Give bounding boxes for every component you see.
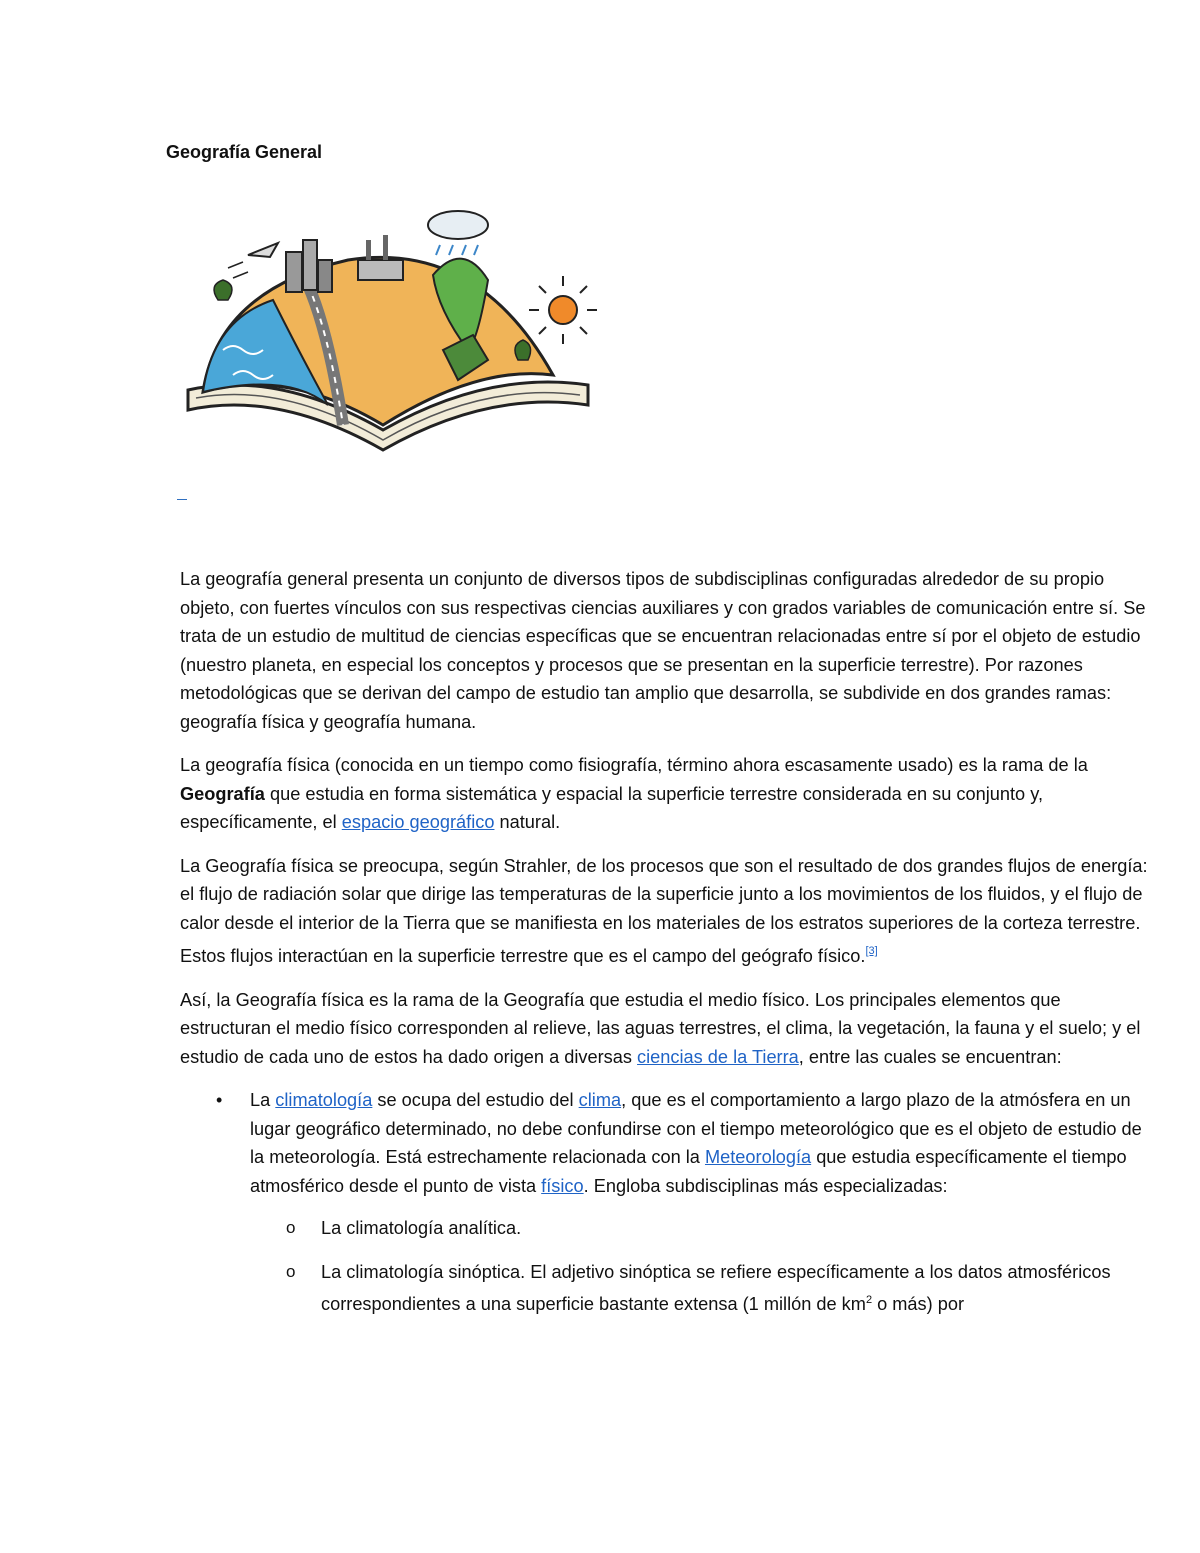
link-climatologia[interactable]: climatología <box>275 1090 373 1110</box>
sub-list <box>250 1214 1155 1319</box>
text-segment: , que es el comportamiento a largo plazo de la atmósfera en un lugar geográfico determinado, no debe confundirse con el tiempo meteorológico que es el objeto de estudio de la meteorología. Está estrechamente relacionada con la <box>250 1090 1142 1167</box>
text-segment: que estudia en forma sistemática y espacial la superficie terrestre considerada en su conjunto y, específicamente, el <box>180 783 1043 832</box>
paragraph-elements <box>180 986 1155 1072</box>
sub-bullet-marker: o <box>286 1261 296 1281</box>
text-segment: La geografía física (conocida en un tiempo como fisiografía, término ahora escasamente usado) es la rama de la <box>180 755 1088 775</box>
text-segment: natural. <box>494 812 561 832</box>
bullet-marker: • <box>216 1090 223 1110</box>
link-espacio-geografico[interactable]: espacio geográfico <box>341 812 495 832</box>
text-segment: La Geografía física se preocupa, según Strahler, de los procesos que son el resultado de dos grandes flujos de energía: el flujo de radiación solar que dirige las temperaturas de la superficie junto a los movimientos de los fluidos, y el flujo de calor desde el interior de la Tierra que se manifiesta en los materiales de los estratos superiores de la corteza terrestre. Estos flujos interactúan en la superficie terrestre que es el campo del geógrafo físico. <box>180 855 1148 966</box>
link-clima[interactable]: clima <box>578 1090 622 1110</box>
bold-term: Geografía <box>180 783 265 804</box>
text-segment: o más) por <box>872 1294 965 1314</box>
sub-item-analitica <box>180 1214 1155 1243</box>
text-segment: La climatología sinóptica. El adjetivo sinóptica se refiere específicamente a los datos atmosféricos correspondientes a una superficie bastante extensa (1 millón de km <box>321 1261 1111 1314</box>
superscript: 2 <box>865 1294 873 1306</box>
link-ciencias-de-la-tierra[interactable]: ciencias de la Tierra <box>637 1046 799 1067</box>
sub-item-sinoptica <box>180 1258 1155 1319</box>
sub-bullet-marker: o <box>286 1218 296 1237</box>
link-meteorologia[interactable]: Meteorología <box>704 1147 812 1167</box>
text-segment: , entre las cuales se encuentran: <box>798 1046 1062 1067</box>
text-segment: La climatología analítica. <box>321 1218 522 1238</box>
list-item-climatologia <box>180 1086 1155 1319</box>
paragraph-physical-geography <box>180 751 1155 837</box>
footnote-link[interactable]: [3] <box>865 945 878 957</box>
anchor-link-mark[interactable] <box>177 497 187 500</box>
text-segment: Así, la Geografía física es la rama de la Geografía que estudia el medio físico. Los principales elementos que estructuran el medio físico corresponden al relieve, las aguas terrestres, el clima, la vegetación, la fauna y el suelo; y el estudio de cada uno de estos ha dado origen a diversas <box>180 989 1141 1067</box>
paragraph-intro <box>180 565 1155 736</box>
text-segment: que estudia específicamente el tiempo atmosférico desde el punto de vista <box>250 1147 1127 1196</box>
text-segment: . Engloba subdisciplinas más especializadas: <box>583 1175 948 1196</box>
text-segment: La <box>250 1090 276 1110</box>
text-segment: se ocupa del estudio del <box>372 1090 579 1110</box>
document-title: Geografía General <box>166 142 323 162</box>
paragraph-intro-text: La geografía general presenta un conjunto de diversos tipos de subdisciplinas configuradas alrededor de su propio objeto, con fuertes vínculos con sus respectivas ciencias auxiliares y con grados variables de comunicación entre sí. Se trata de un estudio de multitud de ciencias específicas que se encuentran relacionadas entre sí por el objeto de estudio (nuestro planeta, en especial los conceptos y procesos que se presentan en la superficie terrestre). Por razones metodológicas que se derivan del campo de estudio tan amplio que desarrolla, se subdivide en dos grandes ramas: geografía física y geografía humana. <box>180 569 1146 732</box>
geography-book-illustration-icon <box>178 200 598 460</box>
link-fisico[interactable]: físico <box>541 1175 584 1196</box>
bullet-list <box>180 1086 1155 1319</box>
document-body <box>180 565 1155 1334</box>
paragraph-strahler <box>180 852 1155 971</box>
